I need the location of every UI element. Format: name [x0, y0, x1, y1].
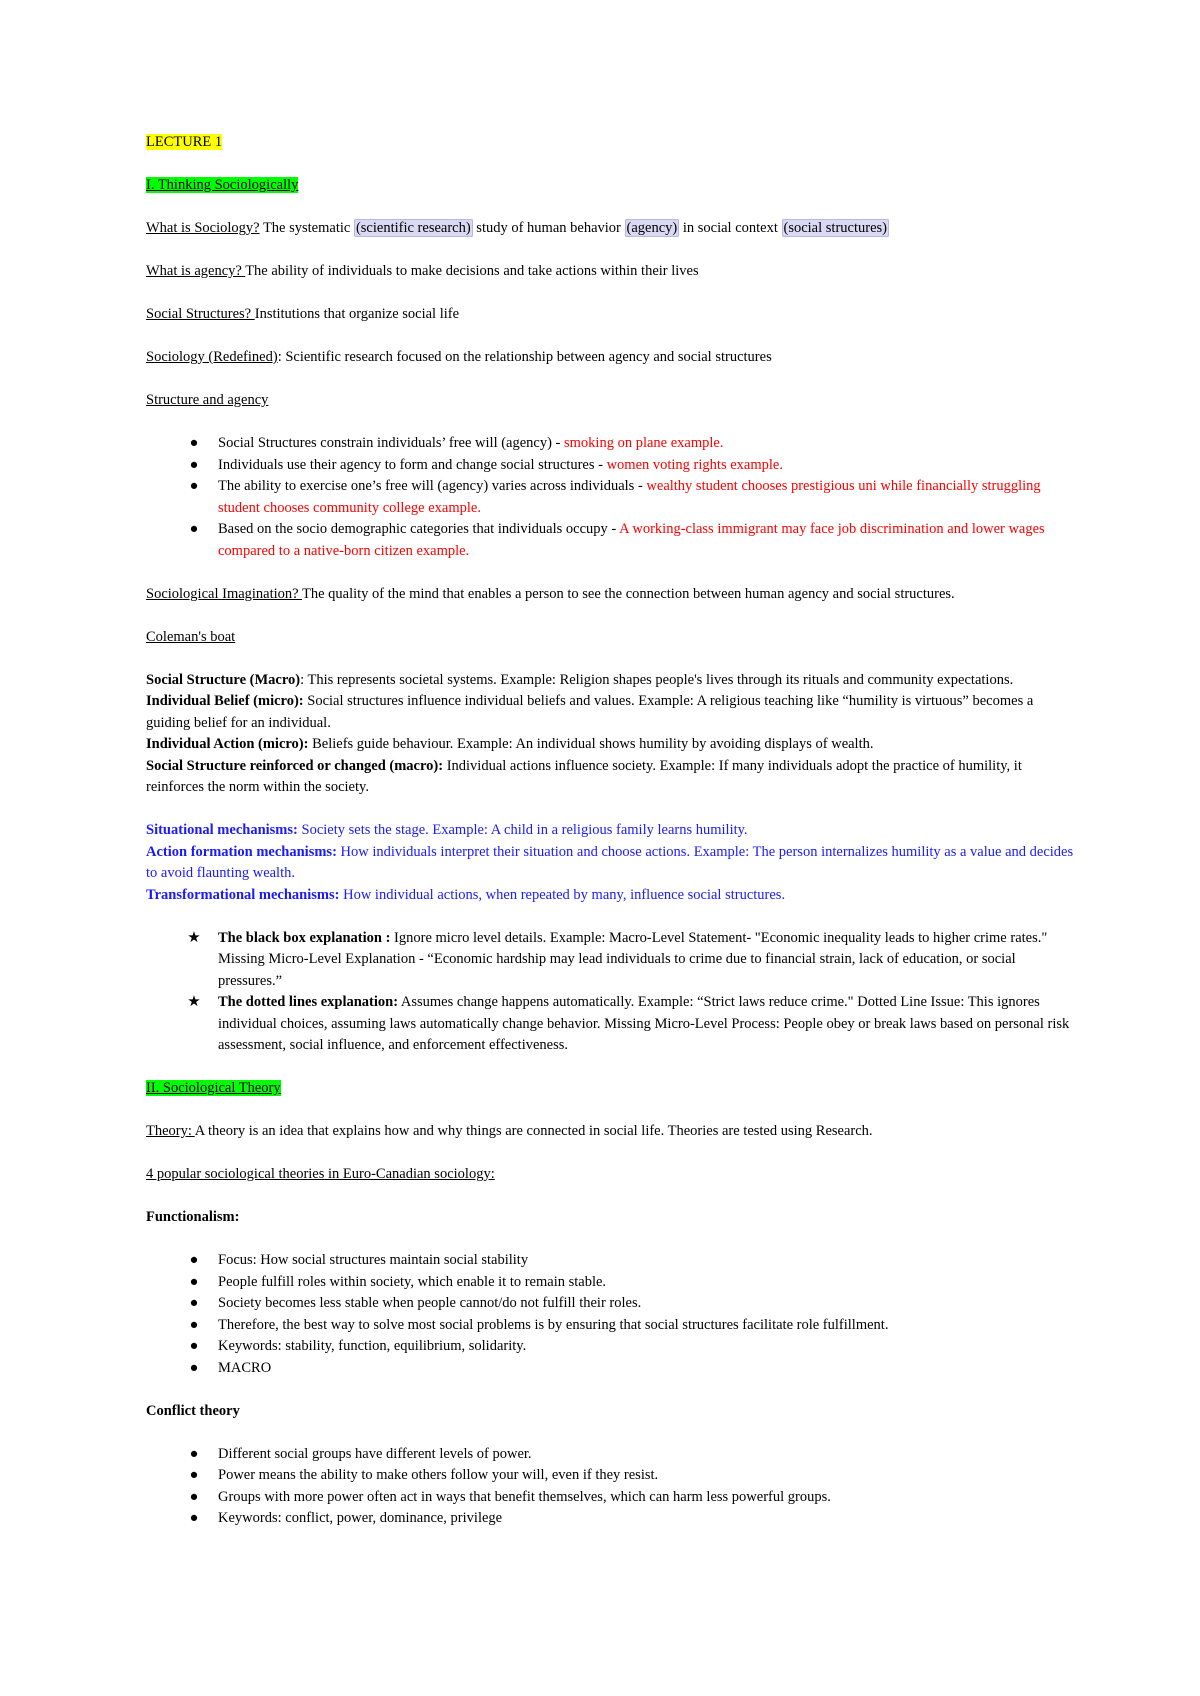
section-1-title: I. Thinking Sociologically — [146, 177, 299, 193]
popular-theories-heading: 4 popular sociological theories in Euro-Canadian sociology: — [146, 1166, 495, 1182]
mechanism-item — [146, 885, 1076, 907]
list-item — [146, 992, 1076, 1057]
list-item — [146, 1465, 1076, 1487]
coleman-item — [146, 670, 1076, 692]
mechanisms-block — [146, 820, 1076, 906]
example-text: A working-class immigrant may face job discrimination and lower wages compared to a native-born citizen example. — [218, 521, 1045, 559]
coleman-text: Social structures influence individual beliefs and values. Example: A religious teaching like “humility is virtuous” becomes a guiding belief for an individual. — [146, 693, 1034, 731]
bullet-icon: ● — [189, 1295, 199, 1311]
lecture-title-line — [146, 132, 1076, 154]
mechanism-item — [146, 842, 1076, 885]
lecture-title: LECTURE 1 — [146, 134, 223, 150]
popular-theories-heading-line — [146, 1164, 1076, 1186]
section-1-title-line — [146, 175, 1076, 197]
term-sociology-redefined: Sociology (Redefined) — [146, 349, 278, 365]
item-text: Based on the socio demographic categories that individuals occupy - — [218, 521, 620, 537]
bullet-icon: ● — [189, 1359, 199, 1376]
list-item — [146, 1250, 1076, 1272]
structure-agency-heading: Structure and agency — [146, 392, 269, 408]
coleman-item — [146, 734, 1076, 756]
list-item — [146, 1315, 1076, 1337]
bullet-icon: ● — [189, 435, 199, 451]
mechanism-text: How individuals interpret their situation and choose actions. Example: The person internalizes humility as a value and decides to avoid flaunting wealth. — [146, 843, 1074, 881]
bullet-icon: ● — [189, 1316, 199, 1333]
item-text: Individuals use their agency to form and change social structures - — [218, 456, 607, 473]
bullet-icon: ● — [189, 521, 199, 537]
mechanism-label: Transformational mechanisms: — [146, 886, 340, 903]
item-text: The ability to exercise one’s free will (agency) varies across individuals - — [218, 478, 647, 494]
list-item — [146, 1358, 1076, 1380]
definition-text: The ability of individuals to make decisions and take actions within their lives — [245, 263, 699, 279]
list-item — [146, 1272, 1076, 1294]
explanation-label: The dotted lines explanation: — [218, 994, 399, 1010]
item-text: Power means the ability to make others follow your will, even if they resist. — [218, 1467, 659, 1483]
colemans-boat-heading: Coleman's boat — [146, 628, 236, 645]
item-text: Focus: How social structures maintain social stability — [218, 1252, 529, 1268]
star-icon: ★ — [187, 994, 201, 1010]
document-page — [146, 132, 1076, 1551]
item-text: Different social groups have different levels of power. — [218, 1445, 532, 1462]
list-item — [146, 519, 1076, 562]
explanation-text: Assumes change happens automatically. Example: “Strict laws reduce crime." Dotted Line Issue: This ignores individual choices, assuming laws automatically change behavior. Missing Micro-Level Process: People obey or break laws based on personal risk assessment, social influence, and enforcement effectiveness. — [218, 994, 1070, 1053]
definition-text: The systematic — [259, 220, 354, 236]
what-is-agency — [146, 261, 1076, 283]
definition-text: study of human behavior — [472, 220, 625, 236]
list-item — [146, 1487, 1076, 1509]
item-text: Keywords: stability, function, equilibrium, solidarity. — [218, 1338, 527, 1354]
social-structures-def — [146, 304, 1076, 326]
example-text: women voting rights example. — [606, 456, 783, 473]
list-item — [146, 1336, 1076, 1358]
mechanism-item — [146, 820, 1076, 842]
list-item — [146, 1293, 1076, 1315]
term-sociological-imagination: Sociological Imagination? — [146, 585, 302, 602]
bullet-icon: ● — [189, 1338, 199, 1354]
bullet-icon: ● — [189, 1510, 199, 1526]
functionalism-list — [146, 1250, 1076, 1379]
list-item — [146, 1444, 1076, 1466]
colemans-boat-block — [146, 670, 1076, 799]
definition-text: Institutions that organize social life — [254, 306, 460, 322]
definition-text: A theory is an idea that explains how and why things are connected in social life. Theories are tested using Research. — [194, 1123, 873, 1139]
bullet-icon: ● — [189, 1252, 199, 1268]
colemans-boat-heading-line — [146, 627, 1076, 649]
structure-agency-heading-line — [146, 390, 1076, 412]
explanation-text: Ignore micro level details. Example: Macro-Level Statement- "Economic inequality leads to higher crime rates." Missing Micro-Level Explanation - “Economic hardship may lead individuals to crime due to financial strain, lack of education, or social pressures.” — [218, 929, 1048, 989]
conflict-list — [146, 1444, 1076, 1530]
definition-text: in social context — [679, 220, 782, 236]
coleman-text: Individual actions influence society. Example: If many individuals adopt the practice of humility, it reinforces the norm within the society. — [146, 757, 1022, 795]
structure-agency-list — [146, 433, 1076, 562]
theory-def — [146, 1121, 1076, 1143]
section-2-title: II. Sociological Theory — [146, 1080, 281, 1096]
item-text: Social Structures constrain individuals’ free will (agency) - — [218, 435, 565, 451]
item-text: Therefore, the best way to solve most social problems is by ensuring that social structures facilitate role fulfillment. — [218, 1316, 889, 1333]
bullet-icon: ● — [189, 456, 199, 473]
term-sociology: What is Sociology? — [146, 220, 260, 236]
item-text: Society becomes less stable when people cannot/do not fulfill their roles. — [218, 1295, 642, 1311]
coleman-label: Individual Action (micro): — [146, 736, 309, 752]
definition-text: The quality of the mind that enables a person to see the connection between human agency and social structures. — [301, 585, 955, 602]
item-text: MACRO — [218, 1359, 272, 1376]
bullet-icon: ● — [189, 1273, 199, 1290]
mechanism-text: How individual actions, when repeated by many, influence social structures. — [339, 886, 786, 903]
sociological-imagination — [146, 584, 1076, 606]
functionalism-title: Functionalism: — [146, 1209, 240, 1225]
coleman-item — [146, 756, 1076, 799]
highlight-agency: (agency) — [626, 220, 678, 236]
item-text: Keywords: conflict, power, dominance, privilege — [218, 1510, 503, 1526]
item-text: Groups with more power often act in ways that benefit themselves, which can harm less powerful groups. — [218, 1488, 831, 1505]
coleman-text: Beliefs guide behaviour. Example: An individual shows humility by avoiding displays of wealth. — [308, 736, 874, 752]
mechanism-label: Action formation mechanisms: — [146, 843, 337, 860]
coleman-item — [146, 691, 1076, 734]
coleman-text: : This represents societal systems. Example: Religion shapes people's lives through its rituals and community expectations. — [300, 671, 1014, 688]
conflict-title-line — [146, 1401, 1076, 1423]
mechanism-text: Society sets the stage. Example: A child in a religious family learns humility. — [297, 822, 748, 838]
mechanism-label: Situational mechanisms: — [146, 822, 298, 838]
example-text: smoking on plane example. — [564, 435, 724, 451]
highlight-scientific-research: (scientific research) — [355, 220, 471, 236]
functionalism-title-line — [146, 1207, 1076, 1229]
definition-text: : Scientific research focused on the relationship between agency and social structures — [277, 349, 772, 365]
explanation-label: The black box explanation : — [218, 929, 391, 946]
list-item — [146, 928, 1076, 993]
list-item — [146, 476, 1076, 519]
highlight-social-structures: (social structures) — [783, 220, 887, 236]
coleman-label: Individual Belief (micro): — [146, 693, 304, 709]
coleman-label: Social Structure reinforced or changed (macro): — [146, 757, 444, 774]
term-social-structures: Social Structures? — [146, 306, 255, 322]
item-text: People fulfill roles within society, which enable it to remain stable. — [218, 1273, 607, 1290]
coleman-label: Social Structure (Macro) — [146, 671, 301, 688]
bullet-icon: ● — [189, 1445, 199, 1462]
sociology-redefined — [146, 347, 1076, 369]
what-is-sociology — [146, 218, 1076, 240]
list-item — [146, 433, 1076, 455]
bullet-icon: ● — [189, 1488, 199, 1505]
star-icon: ★ — [187, 929, 201, 946]
list-item — [146, 1508, 1076, 1530]
conflict-title: Conflict theory — [146, 1402, 240, 1419]
term-theory: Theory: — [146, 1123, 195, 1139]
bullet-icon: ● — [189, 1467, 199, 1483]
list-item — [146, 455, 1076, 477]
section-2-title-line — [146, 1078, 1076, 1100]
term-agency: What is agency? — [146, 263, 246, 279]
example-text: wealthy student chooses prestigious uni while financially struggling student chooses community college example. — [218, 478, 1041, 516]
bullet-icon: ● — [189, 478, 199, 494]
explanations-list — [146, 928, 1076, 1057]
